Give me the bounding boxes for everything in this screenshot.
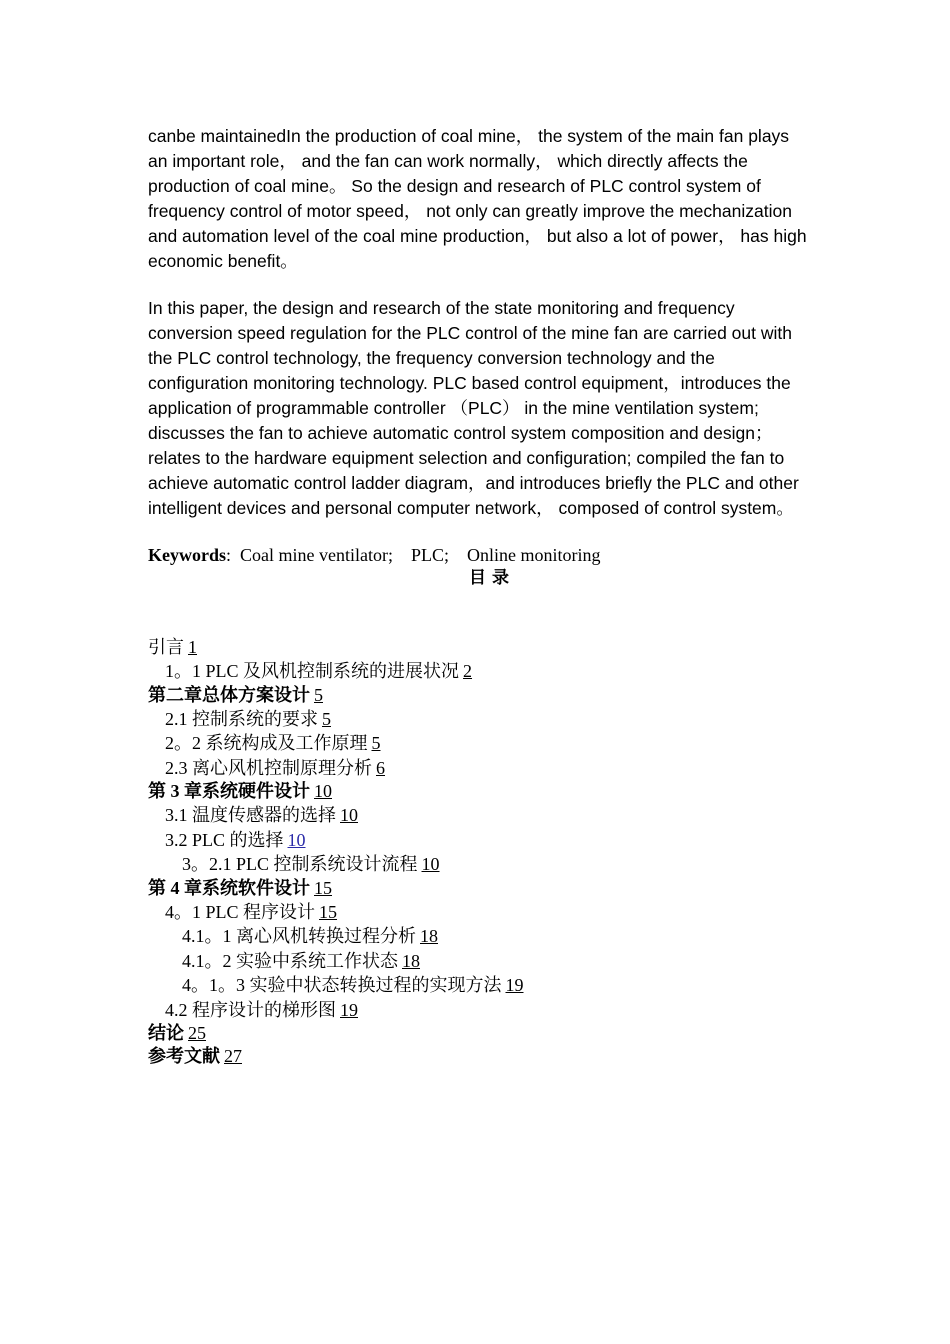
toc-entry <box>148 659 808 684</box>
toc-page-link[interactable]: 1 <box>188 637 197 657</box>
toc-entry <box>148 900 808 925</box>
keywords-value: Coal mine ventilator; PLC; Online monitoring <box>240 545 601 565</box>
toc-entry-text: 第 3 章系统硬件设计 <box>148 781 310 801</box>
toc-entry-text: 4.1。1 离心风机转换过程分析 <box>182 926 416 946</box>
toc-entry-text: 2。2 系统构成及工作原理 <box>165 733 368 753</box>
toc-entry-text: 引言 <box>148 637 184 657</box>
toc-page-link[interactable]: 10 <box>287 829 306 850</box>
toc-entry <box>148 998 808 1023</box>
toc-entry <box>148 636 808 659</box>
toc-page-link[interactable]: 10 <box>421 854 440 874</box>
toc-entry <box>148 1045 808 1068</box>
toc-entry-text: 3.2 PLC 的选择 <box>165 829 284 850</box>
toc-entry <box>148 852 808 877</box>
toc-entry <box>148 973 808 998</box>
document-page <box>148 124 808 1068</box>
toc-page-link[interactable]: 5 <box>371 733 381 753</box>
toc-page-link[interactable]: 10 <box>314 781 332 801</box>
toc-entry-text: 结论 <box>148 1023 184 1043</box>
toc-entry <box>148 731 808 756</box>
toc-entry-text: 3.1 温度传感器的选择 <box>165 805 336 825</box>
toc-entry-text: 4。1。3 实验中状态转换过程的实现方法 <box>182 975 502 995</box>
toc-title: 目 录 <box>469 568 509 588</box>
toc-page-link[interactable]: 27 <box>224 1046 242 1066</box>
toc-entry-text: 2.1 控制系统的要求 <box>165 708 318 729</box>
toc-page-link[interactable]: 18 <box>420 926 438 946</box>
toc-entry <box>148 877 808 900</box>
toc-page-link[interactable]: 5 <box>314 684 323 705</box>
toc-page-link[interactable]: 15 <box>319 901 338 922</box>
toc-entry-text: 第 4 章系统软件设计 <box>148 877 310 898</box>
toc-entry <box>148 756 808 781</box>
toc-page-link[interactable]: 15 <box>314 877 332 898</box>
table-of-contents <box>148 636 808 1068</box>
toc-page-link[interactable]: 2 <box>463 661 473 681</box>
toc-page-link[interactable]: 19 <box>340 999 358 1020</box>
toc-page-link[interactable]: 25 <box>188 1023 206 1043</box>
keywords-separator: : <box>226 545 232 565</box>
toc-page-link[interactable]: 19 <box>505 975 524 995</box>
abstract-paragraph-1: canbe maintainedIn the production of coal mine， the system of the main fan plays an important role， and the fan can work normally， which directly affects the production of coal mine。 So the design and research of PLC control system of frequency control of motor speed， not only can greatly improve the mechanization and automation level of the coal mine production， but also a lot of power， has high economic benefit。 <box>148 126 807 271</box>
toc-entry-text: 4.1。2 实验中系统工作状态 <box>182 950 398 971</box>
toc-entry <box>148 1022 808 1045</box>
toc-entry <box>148 684 808 707</box>
keywords-label: Keywords <box>148 545 226 565</box>
toc-entry <box>148 780 808 803</box>
toc-entry-text: 第二章总体方案设计 <box>148 684 310 705</box>
toc-entry-text: 3。2.1 PLC 控制系统设计流程 <box>182 854 418 874</box>
toc-page-link[interactable]: 10 <box>340 805 358 825</box>
toc-entry <box>148 707 808 732</box>
toc-page-link[interactable]: 5 <box>322 708 331 729</box>
toc-entry-text: 2.3 离心风机控制原理分析 <box>165 757 372 778</box>
toc-entry-text: 参考文献 <box>148 1046 220 1066</box>
abstract-paragraph-2: In this paper, the design and research of the state monitoring and frequency conversion speed regulation for the PLC control of the mine fan are carried out with the PLC control technology, the frequency conversion technology and the configuration monitoring technology. PLC based control equipment，introduces the application of programmable controller （PLC） in the mine ventilation system; discusses the fan to achieve automatic control system composition and design； relates to the hardware equipment selection and configuration; compiled the fan to achieve automatic control ladder diagram，and introduces briefly the PLC and other intelligent devices and personal computer network， composed of control system。 <box>148 298 799 518</box>
toc-entry <box>148 828 808 853</box>
keywords-line <box>148 543 808 567</box>
toc-entry <box>148 949 808 974</box>
toc-entry-text: 4.2 程序设计的梯形图 <box>165 999 336 1020</box>
toc-page-link[interactable]: 18 <box>402 950 420 971</box>
toc-entry <box>148 924 808 949</box>
toc-entry-text: 1。1 PLC 及风机控制系统的进展状况 <box>165 661 460 681</box>
toc-entry <box>148 803 808 828</box>
toc-page-link[interactable]: 6 <box>376 757 385 778</box>
toc-entry-text: 4。1 PLC 程序设计 <box>165 901 316 922</box>
